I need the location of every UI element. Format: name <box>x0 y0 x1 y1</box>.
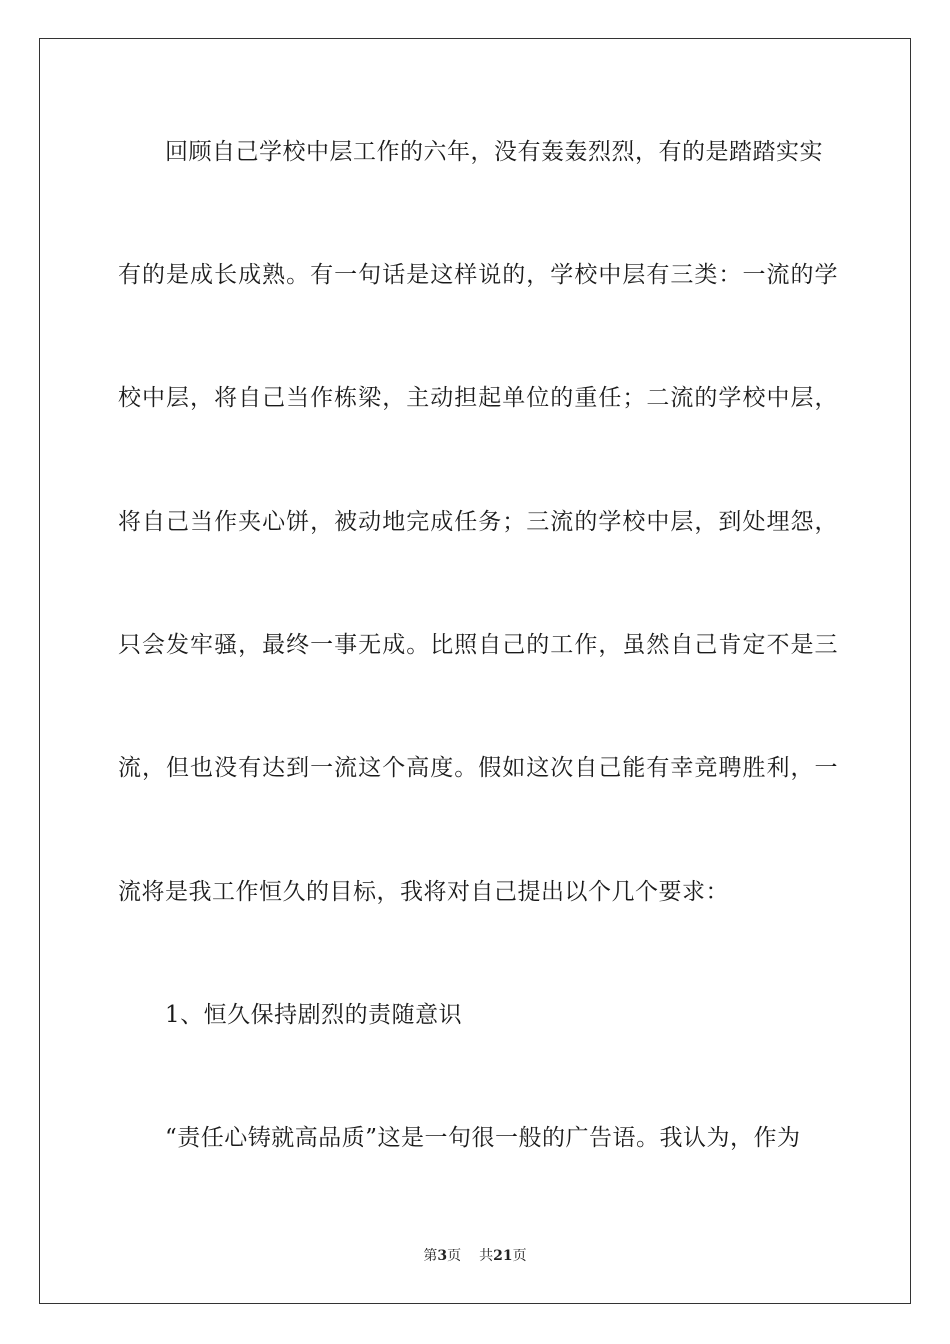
page-frame <box>39 38 911 1304</box>
paragraph-line-1: 回顾自己学校中层工作的六年，没有轰轰烈烈，有的是踏踏实实 <box>165 139 823 165</box>
total-pages: 21 <box>493 1248 513 1264</box>
paragraph-line-4: 将自己当作夹心饼，被动地完成任务；三流的学校中层，到处埋怨， <box>118 509 838 535</box>
page-footer <box>0 1247 950 1265</box>
page-number: 3 <box>437 1248 448 1264</box>
total-suffix: 页 <box>512 1248 527 1264</box>
paragraph-line-7: 流将是我工作恒久的目标，我将对自己提出以个几个要求： <box>118 879 729 905</box>
paragraph-line-9: “责任心铸就高品质”这是一句很一般的广告语。我认为，作为 <box>165 1125 801 1151</box>
total-prefix: 共 <box>479 1248 494 1264</box>
section-heading: 1、恒久保持剧烈的责随意识 <box>165 1002 463 1028</box>
page-prefix: 第 <box>423 1248 438 1264</box>
page-suffix: 页 <box>447 1248 462 1264</box>
paragraph-line-2: 有的是成长成熟。有一句话是这样说的，学校中层有三类：一流的学 <box>118 262 838 288</box>
paragraph-line-3: 校中层，将自己当作栋梁，主动担起单位的重任；二流的学校中层， <box>118 385 838 411</box>
paragraph-line-6: 流，但也没有达到一流这个高度。假如这次自己能有幸竞聘胜利，一 <box>118 755 838 781</box>
paragraph-line-5: 只会发牢骚，最终一事无成。比照自己的工作，虽然自己肯定不是三 <box>118 632 838 658</box>
